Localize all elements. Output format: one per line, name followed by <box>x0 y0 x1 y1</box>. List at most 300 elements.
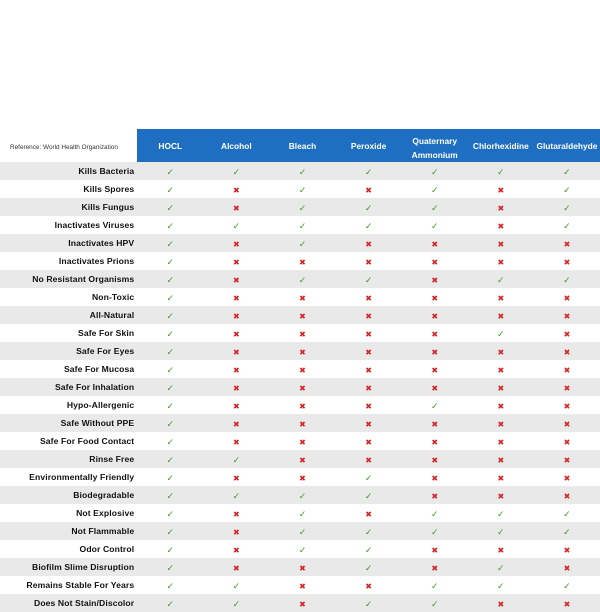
checkmark-icon: ✓ <box>166 383 175 393</box>
table-cell <box>137 234 203 252</box>
table-cell <box>534 450 600 468</box>
checkmark-icon: ✓ <box>430 167 439 177</box>
table-cell <box>534 432 600 450</box>
cross-icon: ✖ <box>497 402 505 411</box>
cross-icon: ✖ <box>497 204 505 213</box>
cross-icon: ✖ <box>563 600 571 609</box>
checkmark-icon: ✓ <box>298 185 307 195</box>
row-label: Does Not Stain/Discolor <box>0 594 137 612</box>
table-cell <box>269 468 335 486</box>
table-cell <box>402 342 468 360</box>
cross-icon: ✖ <box>497 366 505 375</box>
cross-icon: ✖ <box>497 294 505 303</box>
table-cell <box>336 558 402 576</box>
checkmark-icon: ✓ <box>497 509 505 519</box>
table-row <box>0 468 600 486</box>
table-cell <box>269 270 335 288</box>
cross-icon: ✖ <box>365 510 372 519</box>
table-cell <box>534 234 600 252</box>
cross-icon: ✖ <box>365 402 372 411</box>
row-label: All-Natural <box>0 306 137 324</box>
table-cell <box>468 396 534 414</box>
table-cell <box>336 396 402 414</box>
cross-icon: ✖ <box>365 294 372 303</box>
table-cell <box>269 450 335 468</box>
checkmark-icon: ✓ <box>298 203 307 213</box>
table-cell <box>203 522 269 540</box>
cross-icon: ✖ <box>431 240 439 249</box>
cross-icon: ✖ <box>299 402 306 411</box>
checkmark-icon: ✓ <box>563 185 571 195</box>
checkmark-icon: ✓ <box>298 275 307 285</box>
row-label: Inactivates Viruses <box>0 216 137 234</box>
cross-icon: ✖ <box>431 330 439 339</box>
cross-icon: ✖ <box>365 312 372 321</box>
row-label: Remains Stable For Years <box>0 576 137 594</box>
checkmark-icon: ✓ <box>166 545 175 555</box>
reference-note: Reference: World Health Organization <box>0 129 137 162</box>
checkmark-icon: ✓ <box>166 257 175 267</box>
cross-icon: ✖ <box>365 384 372 393</box>
table-cell <box>269 342 335 360</box>
table-cell <box>336 576 402 594</box>
table-cell <box>468 234 534 252</box>
cross-icon: ✖ <box>431 312 439 321</box>
checkmark-icon: ✓ <box>298 239 307 249</box>
table-cell <box>534 486 600 504</box>
table-cell <box>203 270 269 288</box>
table-row <box>0 180 600 198</box>
checkmark-icon: ✓ <box>364 563 373 573</box>
cross-icon: ✖ <box>233 240 240 249</box>
table-cell <box>402 234 468 252</box>
checkmark-icon: ✓ <box>166 293 175 303</box>
cross-icon: ✖ <box>233 348 240 357</box>
table-cell <box>468 378 534 396</box>
table-cell <box>402 468 468 486</box>
cross-icon: ✖ <box>563 564 571 573</box>
row-label: No Resistant Organisms <box>0 270 137 288</box>
cross-icon: ✖ <box>299 582 306 591</box>
table-cell <box>468 594 534 612</box>
cross-icon: ✖ <box>233 204 240 213</box>
table-cell <box>137 270 203 288</box>
table-cell <box>534 324 600 342</box>
cross-icon: ✖ <box>563 492 571 501</box>
checkmark-icon: ✓ <box>166 275 175 285</box>
table-cell <box>534 306 600 324</box>
table-cell <box>269 396 335 414</box>
cross-icon: ✖ <box>299 330 306 339</box>
checkmark-icon: ✓ <box>430 401 439 411</box>
table-cell <box>137 450 203 468</box>
table-cell <box>534 216 600 234</box>
checkmark-icon: ✓ <box>166 563 175 573</box>
cross-icon: ✖ <box>233 546 240 555</box>
table-cell <box>269 540 335 558</box>
checkmark-icon: ✓ <box>430 185 439 195</box>
table-row <box>0 234 600 252</box>
cross-icon: ✖ <box>431 258 439 267</box>
table-cell <box>534 396 600 414</box>
checkmark-icon: ✓ <box>364 221 373 231</box>
table-cell <box>203 540 269 558</box>
cross-icon: ✖ <box>233 420 240 429</box>
table-row <box>0 504 600 522</box>
cross-icon: ✖ <box>563 384 571 393</box>
table-cell <box>203 162 269 180</box>
table-cell <box>203 324 269 342</box>
checkmark-icon: ✓ <box>563 527 571 537</box>
table-row <box>0 594 600 612</box>
checkmark-icon: ✓ <box>298 491 307 501</box>
table-cell <box>269 414 335 432</box>
comparison-sheet <box>0 129 600 612</box>
checkmark-icon: ✓ <box>430 581 439 591</box>
cross-icon: ✖ <box>497 600 505 609</box>
table-row <box>0 414 600 432</box>
row-label: Hypo-Allergenic <box>0 396 137 414</box>
table-cell <box>402 180 468 198</box>
checkmark-icon: ✓ <box>497 527 505 537</box>
table-cell <box>203 594 269 612</box>
cross-icon: ✖ <box>233 294 240 303</box>
checkmark-icon: ✓ <box>430 599 439 609</box>
column-header-hocl: HOCL <box>137 129 203 162</box>
table-cell <box>203 306 269 324</box>
table-cell <box>137 162 203 180</box>
table-cell <box>269 504 335 522</box>
table-cell <box>203 234 269 252</box>
checkmark-icon: ✓ <box>364 203 373 213</box>
checkmark-icon: ✓ <box>298 545 307 555</box>
table-row <box>0 558 600 576</box>
table-row <box>0 324 600 342</box>
table-cell <box>203 432 269 450</box>
cross-icon: ✖ <box>365 240 372 249</box>
checkmark-icon: ✓ <box>364 491 373 501</box>
cross-icon: ✖ <box>233 276 240 285</box>
checkmark-icon: ✓ <box>497 329 505 339</box>
table-cell <box>203 504 269 522</box>
checkmark-icon: ✓ <box>298 167 307 177</box>
row-label: Kills Fungus <box>0 198 137 216</box>
table-cell <box>534 522 600 540</box>
table-cell <box>203 450 269 468</box>
column-header-glutaraldehyde: Glutaraldehyde <box>534 129 600 162</box>
checkmark-icon: ✓ <box>166 401 175 411</box>
cross-icon: ✖ <box>431 438 439 447</box>
table-cell <box>137 522 203 540</box>
table-cell <box>137 378 203 396</box>
checkmark-icon: ✓ <box>497 581 505 591</box>
table-cell <box>402 216 468 234</box>
row-label: Safe Without PPE <box>0 414 137 432</box>
table-cell <box>534 576 600 594</box>
table-cell <box>402 594 468 612</box>
table-cell <box>402 252 468 270</box>
cross-icon: ✖ <box>365 420 372 429</box>
row-label: Safe For Skin <box>0 324 137 342</box>
table-cell <box>468 342 534 360</box>
table-cell <box>336 252 402 270</box>
cross-icon: ✖ <box>365 366 372 375</box>
table-cell <box>269 180 335 198</box>
table-cell <box>203 198 269 216</box>
table-cell <box>269 162 335 180</box>
cross-icon: ✖ <box>497 546 505 555</box>
checkmark-icon: ✓ <box>166 347 175 357</box>
checkmark-icon: ✓ <box>430 509 439 519</box>
table-cell <box>468 558 534 576</box>
table-row <box>0 270 600 288</box>
table-cell <box>402 378 468 396</box>
table-cell <box>203 288 269 306</box>
table-row <box>0 162 600 180</box>
row-label: Kills Bacteria <box>0 162 137 180</box>
table-cell <box>336 270 402 288</box>
table-cell <box>468 162 534 180</box>
cross-icon: ✖ <box>563 330 571 339</box>
table-cell <box>534 288 600 306</box>
cross-icon: ✖ <box>233 438 240 447</box>
table-cell <box>336 234 402 252</box>
checkmark-icon: ✓ <box>232 599 241 609</box>
table-cell <box>269 252 335 270</box>
table-cell <box>468 540 534 558</box>
checkmark-icon: ✓ <box>364 527 373 537</box>
row-label: Safe For Mucosa <box>0 360 137 378</box>
table-row <box>0 288 600 306</box>
table-cell <box>468 180 534 198</box>
checkmark-icon: ✓ <box>166 329 175 339</box>
table-cell <box>336 432 402 450</box>
table-cell <box>269 378 335 396</box>
table-cell <box>534 270 600 288</box>
table-row <box>0 450 600 468</box>
table-cell <box>468 522 534 540</box>
table-cell <box>468 216 534 234</box>
table-cell <box>402 522 468 540</box>
table-cell <box>203 180 269 198</box>
cross-icon: ✖ <box>299 564 306 573</box>
cross-icon: ✖ <box>299 438 306 447</box>
table-cell <box>203 252 269 270</box>
table-cell <box>336 342 402 360</box>
table-row <box>0 360 600 378</box>
table-cell <box>534 342 600 360</box>
cross-icon: ✖ <box>563 240 571 249</box>
table-cell <box>269 306 335 324</box>
checkmark-icon: ✓ <box>563 509 571 519</box>
cross-icon: ✖ <box>497 258 505 267</box>
row-label: Safe For Food Contact <box>0 432 137 450</box>
table-cell <box>468 270 534 288</box>
cross-icon: ✖ <box>431 294 439 303</box>
checkmark-icon: ✓ <box>166 581 175 591</box>
checkmark-icon: ✓ <box>166 311 175 321</box>
cross-icon: ✖ <box>431 492 439 501</box>
table-cell <box>468 576 534 594</box>
cross-icon: ✖ <box>365 258 372 267</box>
cross-icon: ✖ <box>233 564 240 573</box>
checkmark-icon: ✓ <box>232 455 241 465</box>
table-cell <box>402 414 468 432</box>
cross-icon: ✖ <box>431 366 439 375</box>
table-cell <box>203 360 269 378</box>
table-cell <box>468 360 534 378</box>
disinfectant-comparison-table <box>0 129 600 612</box>
table-cell <box>534 468 600 486</box>
checkmark-icon: ✓ <box>364 599 373 609</box>
cross-icon: ✖ <box>299 420 306 429</box>
row-label: Odor Control <box>0 540 137 558</box>
table-cell <box>534 558 600 576</box>
table-cell <box>137 288 203 306</box>
table-cell <box>269 594 335 612</box>
column-header-bleach: Bleach <box>269 129 335 162</box>
checkmark-icon: ✓ <box>430 221 439 231</box>
cross-icon: ✖ <box>299 384 306 393</box>
table-cell <box>137 468 203 486</box>
table-cell <box>269 486 335 504</box>
table-cell <box>336 216 402 234</box>
cross-icon: ✖ <box>233 510 240 519</box>
cross-icon: ✖ <box>233 528 240 537</box>
table-cell <box>336 594 402 612</box>
table-cell <box>402 360 468 378</box>
table-cell <box>336 486 402 504</box>
row-label: Kills Spores <box>0 180 137 198</box>
table-cell <box>468 306 534 324</box>
checkmark-icon: ✓ <box>166 473 175 483</box>
table-row <box>0 198 600 216</box>
cross-icon: ✖ <box>299 600 306 609</box>
cross-icon: ✖ <box>431 564 439 573</box>
header-row <box>0 129 600 162</box>
table-cell <box>269 216 335 234</box>
cross-icon: ✖ <box>497 384 505 393</box>
cross-icon: ✖ <box>299 348 306 357</box>
table-cell <box>468 486 534 504</box>
table-cell <box>402 486 468 504</box>
table-cell <box>336 378 402 396</box>
table-cell <box>534 162 600 180</box>
checkmark-icon: ✓ <box>166 491 175 501</box>
checkmark-icon: ✓ <box>430 203 439 213</box>
table-body <box>0 162 600 612</box>
cross-icon: ✖ <box>299 312 306 321</box>
checkmark-icon: ✓ <box>166 509 175 519</box>
cross-icon: ✖ <box>431 474 439 483</box>
table-cell <box>534 198 600 216</box>
table-cell <box>336 414 402 432</box>
cross-icon: ✖ <box>563 438 571 447</box>
cross-icon: ✖ <box>299 258 306 267</box>
cross-icon: ✖ <box>233 186 240 195</box>
table-row <box>0 396 600 414</box>
table-cell <box>269 432 335 450</box>
table-cell <box>336 162 402 180</box>
table-cell <box>534 594 600 612</box>
cross-icon: ✖ <box>497 222 505 231</box>
row-label: Not Explosive <box>0 504 137 522</box>
checkmark-icon: ✓ <box>232 167 241 177</box>
table-cell <box>402 270 468 288</box>
table-cell <box>468 324 534 342</box>
row-label: Safe For Inhalation <box>0 378 137 396</box>
checkmark-icon: ✓ <box>166 221 175 231</box>
table-cell <box>137 486 203 504</box>
table-cell <box>402 504 468 522</box>
cross-icon: ✖ <box>233 312 240 321</box>
table-cell <box>534 252 600 270</box>
table-cell <box>336 198 402 216</box>
table-cell <box>468 504 534 522</box>
cross-icon: ✖ <box>563 546 571 555</box>
table-cell <box>269 558 335 576</box>
cross-icon: ✖ <box>497 474 505 483</box>
table-cell <box>203 216 269 234</box>
table-row <box>0 342 600 360</box>
table-cell <box>336 288 402 306</box>
table-cell <box>269 198 335 216</box>
table-cell <box>534 540 600 558</box>
table-cell <box>137 396 203 414</box>
cross-icon: ✖ <box>563 366 571 375</box>
table-cell <box>534 504 600 522</box>
cross-icon: ✖ <box>233 402 240 411</box>
table-cell <box>203 378 269 396</box>
table-row <box>0 522 600 540</box>
checkmark-icon: ✓ <box>298 509 307 519</box>
cross-icon: ✖ <box>233 384 240 393</box>
cross-icon: ✖ <box>431 420 439 429</box>
row-label: Not Flammable <box>0 522 137 540</box>
table-cell <box>402 162 468 180</box>
column-header-alcohol: Alcohol <box>203 129 269 162</box>
cross-icon: ✖ <box>563 294 571 303</box>
table-cell <box>203 486 269 504</box>
table-cell <box>468 288 534 306</box>
checkmark-icon: ✓ <box>364 473 373 483</box>
table-cell <box>137 414 203 432</box>
cross-icon: ✖ <box>431 456 439 465</box>
table-row <box>0 216 600 234</box>
cross-icon: ✖ <box>563 474 571 483</box>
column-header-quaternary-ammonium: Quaternary Ammonium <box>402 129 468 162</box>
checkmark-icon: ✓ <box>166 185 175 195</box>
cross-icon: ✖ <box>497 312 505 321</box>
table-cell <box>269 288 335 306</box>
table-cell <box>336 306 402 324</box>
table-cell <box>137 594 203 612</box>
checkmark-icon: ✓ <box>166 455 175 465</box>
table-cell <box>468 432 534 450</box>
table-cell <box>468 414 534 432</box>
table-row <box>0 576 600 594</box>
cross-icon: ✖ <box>233 366 240 375</box>
row-label: Rinse Free <box>0 450 137 468</box>
table-cell <box>269 324 335 342</box>
checkmark-icon: ✓ <box>232 581 241 591</box>
table-cell <box>203 558 269 576</box>
table-cell <box>336 504 402 522</box>
cross-icon: ✖ <box>563 456 571 465</box>
cross-icon: ✖ <box>365 330 372 339</box>
table-cell <box>137 360 203 378</box>
checkmark-icon: ✓ <box>497 275 505 285</box>
